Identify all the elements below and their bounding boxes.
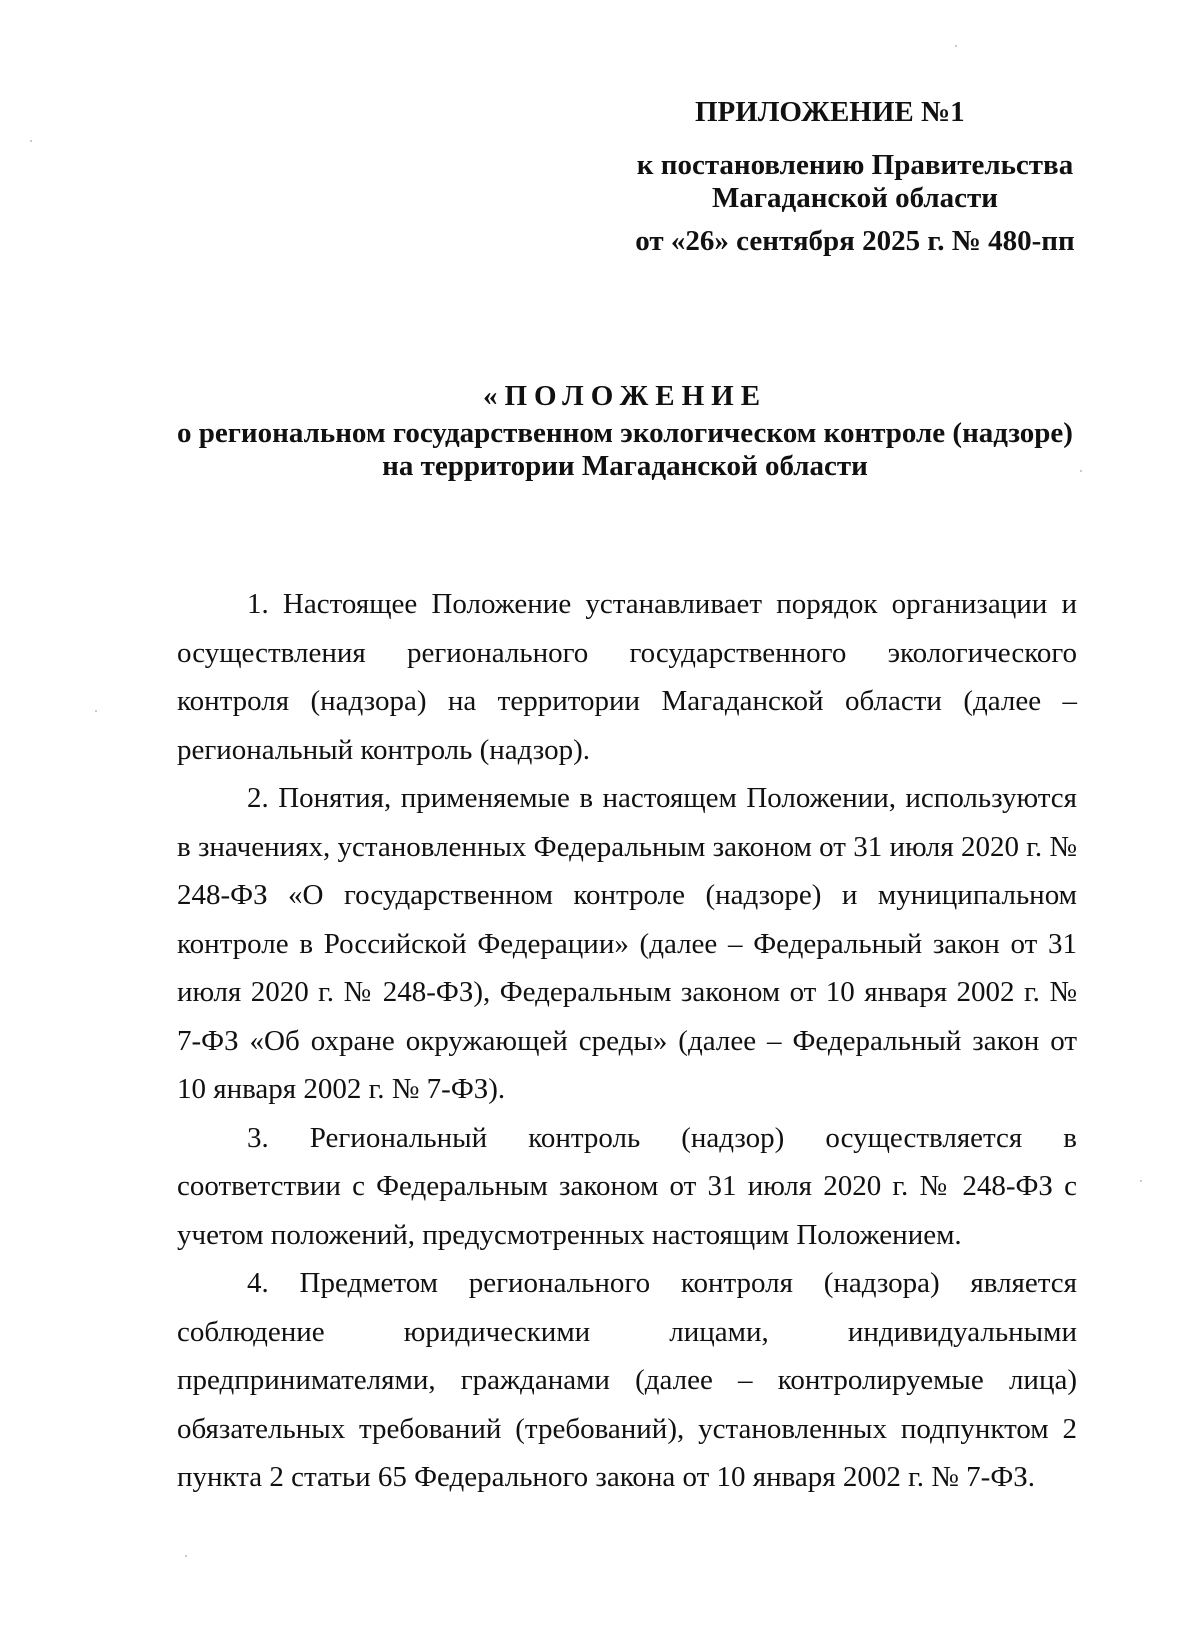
scan-speck	[95, 710, 97, 712]
heading-title: «ПОЛОЖЕНИЕ	[482, 380, 768, 412]
heading-subtitle-line-2: на территории Магаданской области	[382, 450, 868, 482]
appendix-recipient-line-2: Магаданской области	[712, 182, 998, 214]
scan-speck	[955, 45, 957, 47]
document-heading	[160, 380, 1090, 483]
scan-speck	[185, 1555, 187, 1557]
paragraph-1: 1. Настоящее Положение устанавливает порядок организации и осуществления регионального государственного экологического контроля (надзора) на территории Магаданской области (далее – региональный контроль (надзор).	[177, 588, 1077, 766]
document-body	[177, 580, 1077, 1502]
appendix-date-line: от «26» сентября 2025 г. № 480-пп	[635, 225, 1075, 257]
paragraph-2: 2. Понятия, применяемые в настоящем Положении, используются в значениях, установленных Федеральным законом от 31 июля 2020 г. № 248-ФЗ «О государственном контроле (надзоре) и муниципальном контроле в Российской Федерации» (далее – Федеральный закон от 31 июля 2020 г. № 248-ФЗ), Федеральным законом от 10 января 2002 г. № 7-ФЗ «Об охране окружающей среды» (далее – Федеральный закон от 10 января 2002 г. № 7-ФЗ).	[177, 782, 1078, 1105]
heading-subtitle-line-1: о региональном государственном экологическом контроле (надзоре)	[177, 417, 1073, 449]
scan-speck	[1080, 470, 1082, 472]
appendix-title: ПРИЛОЖЕНИЕ №1	[695, 96, 965, 128]
scan-speck	[30, 140, 32, 142]
scan-speck	[1140, 1180, 1142, 1182]
appendix-header	[620, 96, 1090, 258]
paragraph-3: 3. Региональный контроль (надзор) осуществляется в соответствии с Федеральным законом от 31 июля 2020 г. № 248-ФЗ с учетом положений, предусмотренных настоящим Положением.	[177, 1121, 1077, 1251]
appendix-recipient-line-1: к постановлению Правительства	[636, 149, 1074, 181]
paragraph-4: 4. Предметом регионального контроля (надзора) является соблюдение юридическими лицами, индивидуальными предпринимателями, гражданами (далее – контролируемые лица) обязательных требований (требований), установленных подпунктом 2 пункта 2 статьи 65 Федерального закона от 10 января 2002 г. № 7-ФЗ.	[177, 1267, 1077, 1493]
